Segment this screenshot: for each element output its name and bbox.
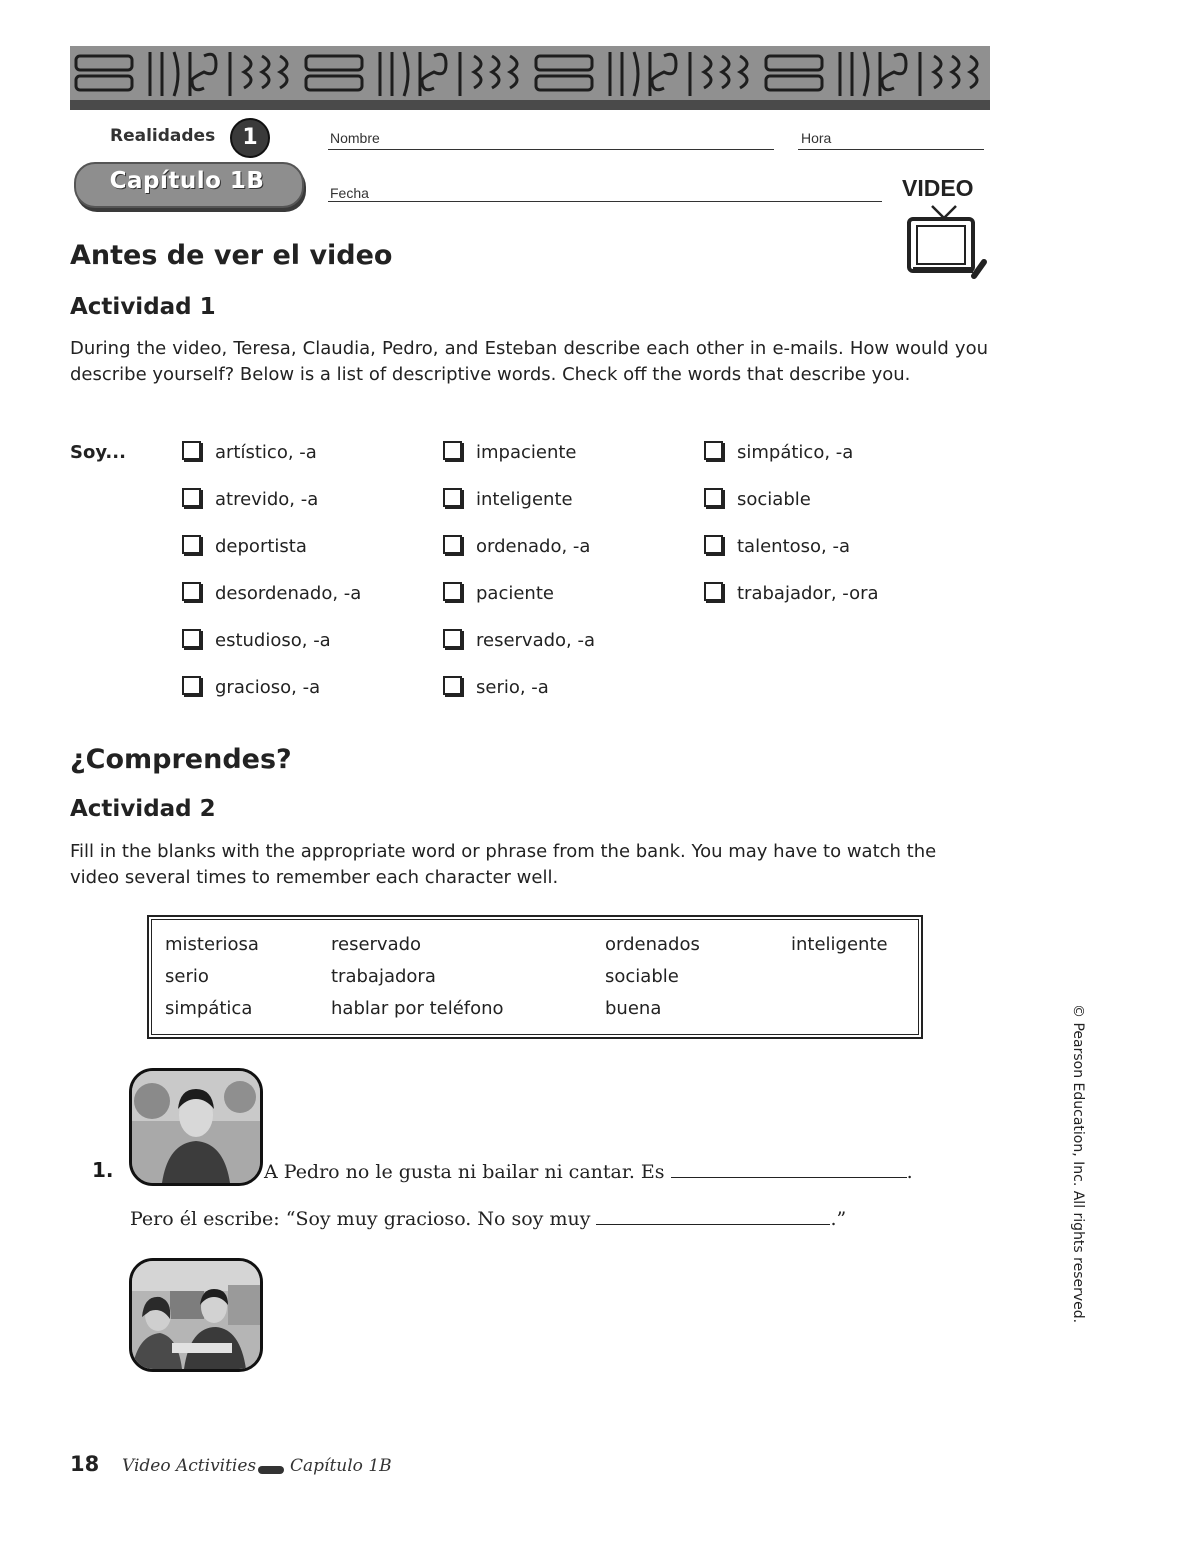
banner-pattern <box>70 46 990 102</box>
bank-word: simpática <box>165 998 253 1019</box>
checkbox[interactable] <box>182 582 201 601</box>
section-title-comprendes: ¿Comprendes? <box>70 744 292 775</box>
checkbox[interactable] <box>704 488 723 507</box>
checklist-item[interactable]: paciente <box>443 579 595 609</box>
footer-chapter: Capítulo 1B <box>290 1456 392 1476</box>
word-bank <box>147 915 923 1039</box>
checklist-item[interactable]: talentoso, -a <box>704 532 879 562</box>
activity-1-title: Actividad 1 <box>70 294 216 320</box>
level-badge: 1 <box>230 118 270 158</box>
checkbox[interactable] <box>704 441 723 460</box>
hour-label: Hora <box>801 130 832 146</box>
word-bank-col1 <box>165 929 259 1025</box>
item-1-number: 1. <box>92 1158 114 1182</box>
soy-lead: Soy... <box>70 442 126 463</box>
activity-1-instructions: During the video, Teresa, Claudia, Pedro, and Esteban describe each other in e-mails. How would you describe yourself? Below is a list of descriptive words. Check off the words that describe you. <box>70 338 988 385</box>
checkbox[interactable] <box>182 676 201 695</box>
checklist-item[interactable]: desordenado, -a <box>182 579 361 609</box>
tv-icon <box>904 204 990 284</box>
checklist-item[interactable]: atrevido, -a <box>182 485 361 515</box>
bank-word: hablar por teléfono <box>331 998 504 1019</box>
bank-word: serio <box>165 966 209 987</box>
pedro-image <box>132 1071 260 1183</box>
bank-word: sociable <box>605 966 679 987</box>
checkbox[interactable] <box>443 441 462 460</box>
page-number: 18 <box>70 1452 100 1476</box>
activity-2-title: Actividad 2 <box>70 796 216 822</box>
bank-word: ordenados <box>605 934 700 955</box>
chapter-label: Capítulo 1B <box>109 168 265 194</box>
checklist-item[interactable]: serio, -a <box>443 673 595 703</box>
name-field[interactable] <box>328 149 774 150</box>
checkbox[interactable] <box>704 582 723 601</box>
checklist-col3 <box>704 438 879 609</box>
bank-word: inteligente <box>791 934 888 955</box>
checkbox[interactable] <box>182 488 201 507</box>
name-label: Nombre <box>330 130 380 146</box>
checkbox[interactable] <box>443 488 462 507</box>
word-bank-col3 <box>605 929 700 1025</box>
checklist-item[interactable]: simpático, -a <box>704 438 879 468</box>
checklist-item[interactable]: deportista <box>182 532 361 562</box>
bank-word: reservado <box>331 934 422 955</box>
checklist-item[interactable]: impaciente <box>443 438 595 468</box>
photo-pedro <box>129 1068 263 1186</box>
bank-word: trabajadora <box>331 966 436 987</box>
checklist-item[interactable]: ordenado, -a <box>443 532 595 562</box>
bank-word: buena <box>605 998 662 1019</box>
checkbox[interactable] <box>443 582 462 601</box>
checklist-item[interactable]: reservado, -a <box>443 626 595 656</box>
item-1-sentence-1: A Pedro no le gusta ni bailar ni cantar. Es . <box>264 1161 913 1183</box>
footer-separator <box>258 1466 284 1474</box>
checkbox[interactable] <box>704 535 723 554</box>
item-1-sentence-2: Pero él escribe: “Soy muy gracioso. No soy muy .” <box>130 1208 847 1230</box>
activity-2-instructions: Fill in the blanks with the appropriate word or phrase from the bank. You may have to watch the video several times to remember each character well. <box>70 841 937 888</box>
checklist-col1 <box>182 438 361 703</box>
checklist-item[interactable]: estudioso, -a <box>182 626 361 656</box>
bank-word: misteriosa <box>165 934 259 955</box>
checkbox[interactable] <box>443 535 462 554</box>
checkbox[interactable] <box>182 441 201 460</box>
computer-lab-image <box>132 1261 260 1369</box>
checklist-item[interactable]: artístico, -a <box>182 438 361 468</box>
checklist-item[interactable]: gracioso, -a <box>182 673 361 703</box>
series-name: Realidades <box>110 126 216 146</box>
checklist-col2 <box>443 438 595 703</box>
decorative-banner <box>70 46 990 106</box>
checklist-item[interactable]: inteligente <box>443 485 595 515</box>
copyright-notice: © Pearson Education, Inc. All rights reserved. <box>1070 1004 1086 1324</box>
footer-book-title: Video Activities <box>122 1456 257 1476</box>
section-title-antes: Antes de ver el video <box>70 240 393 271</box>
checklist-item[interactable]: trabajador, -ora <box>704 579 879 609</box>
checkbox[interactable] <box>443 676 462 695</box>
checkbox[interactable] <box>182 629 201 648</box>
hour-field[interactable] <box>798 149 984 150</box>
word-bank-col2 <box>331 929 504 1025</box>
checklist-item[interactable]: sociable <box>704 485 879 515</box>
video-label: VIDEO <box>902 175 974 201</box>
date-label: Fecha <box>330 185 369 201</box>
checkbox[interactable] <box>182 535 201 554</box>
answer-blank-1[interactable] <box>671 1159 907 1178</box>
banner-underline <box>70 100 990 110</box>
answer-blank-2[interactable] <box>596 1206 830 1225</box>
word-bank-col4 <box>791 929 888 961</box>
date-field[interactable] <box>328 201 882 202</box>
checkbox[interactable] <box>443 629 462 648</box>
photo-computer-lab <box>129 1258 263 1372</box>
